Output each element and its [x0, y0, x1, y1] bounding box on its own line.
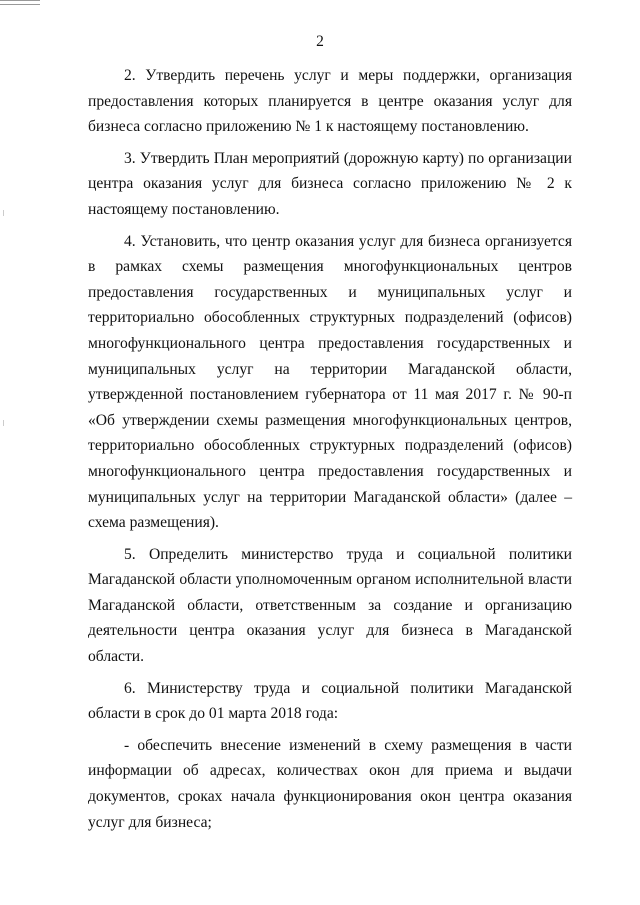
paragraph-2: 2. Утвердить перечень услуг и меры поддержки, организация предоставления которых планируется в центре оказания услуг для бизнеса согласно приложению № 1 к настоящему постановлению.: [88, 67, 572, 136]
scan-corner-mark: [0, 0, 40, 5]
paragraph-6: 6. Министерству труда и социальной политики Магаданской области в срок до 01 марта 2018 года:: [88, 679, 572, 723]
document-body: [88, 63, 572, 835]
paragraph-6-item-1: - обеспечить внесение изменений в схему размещения в части информации об адресах, количествах окон для приема и выдачи документов, сроках начала функционирования окон центра оказания услуг для бизнеса;: [88, 736, 572, 831]
paragraph-5: 5. Определить министерство труда и социальной политики Магаданской области уполномоченным органом исполнительной власти Магаданской области, ответственным за создание и организацию деятельности центра оказания услуг для бизнеса в Магаданской области.: [88, 545, 572, 666]
paragraph-3: 3. Утвердить План мероприятий (дорожную карту) по организации центра оказания услуг для бизнеса согласно приложению № 2 к настоящему постановлению.: [88, 149, 572, 218]
paragraph-4: 4. Установить, что центр оказания услуг для бизнеса организуется в рамках схемы размещения многофункциональных центров предоставления государственных и муниципальных услуг и территориально обособленных структурных подразделений (офисов) многофункционального центра предоставления государственных и муниципальных услуг на территории Магаданской области, утвержденной постановлением губернатора от 11 мая 2017 г. № 90-п «Об утверждении схемы размещения многофункциональных центров, территориально обособленных структурных подразделений (офисов) многофункционального центра предоставления государственных и муниципальных услуг на территории Магаданской области» (далее – схема размещения).: [88, 232, 572, 532]
scan-margin-tick: [3, 210, 4, 216]
scan-margin-tick: [3, 420, 4, 426]
page-number: 2: [316, 33, 324, 50]
